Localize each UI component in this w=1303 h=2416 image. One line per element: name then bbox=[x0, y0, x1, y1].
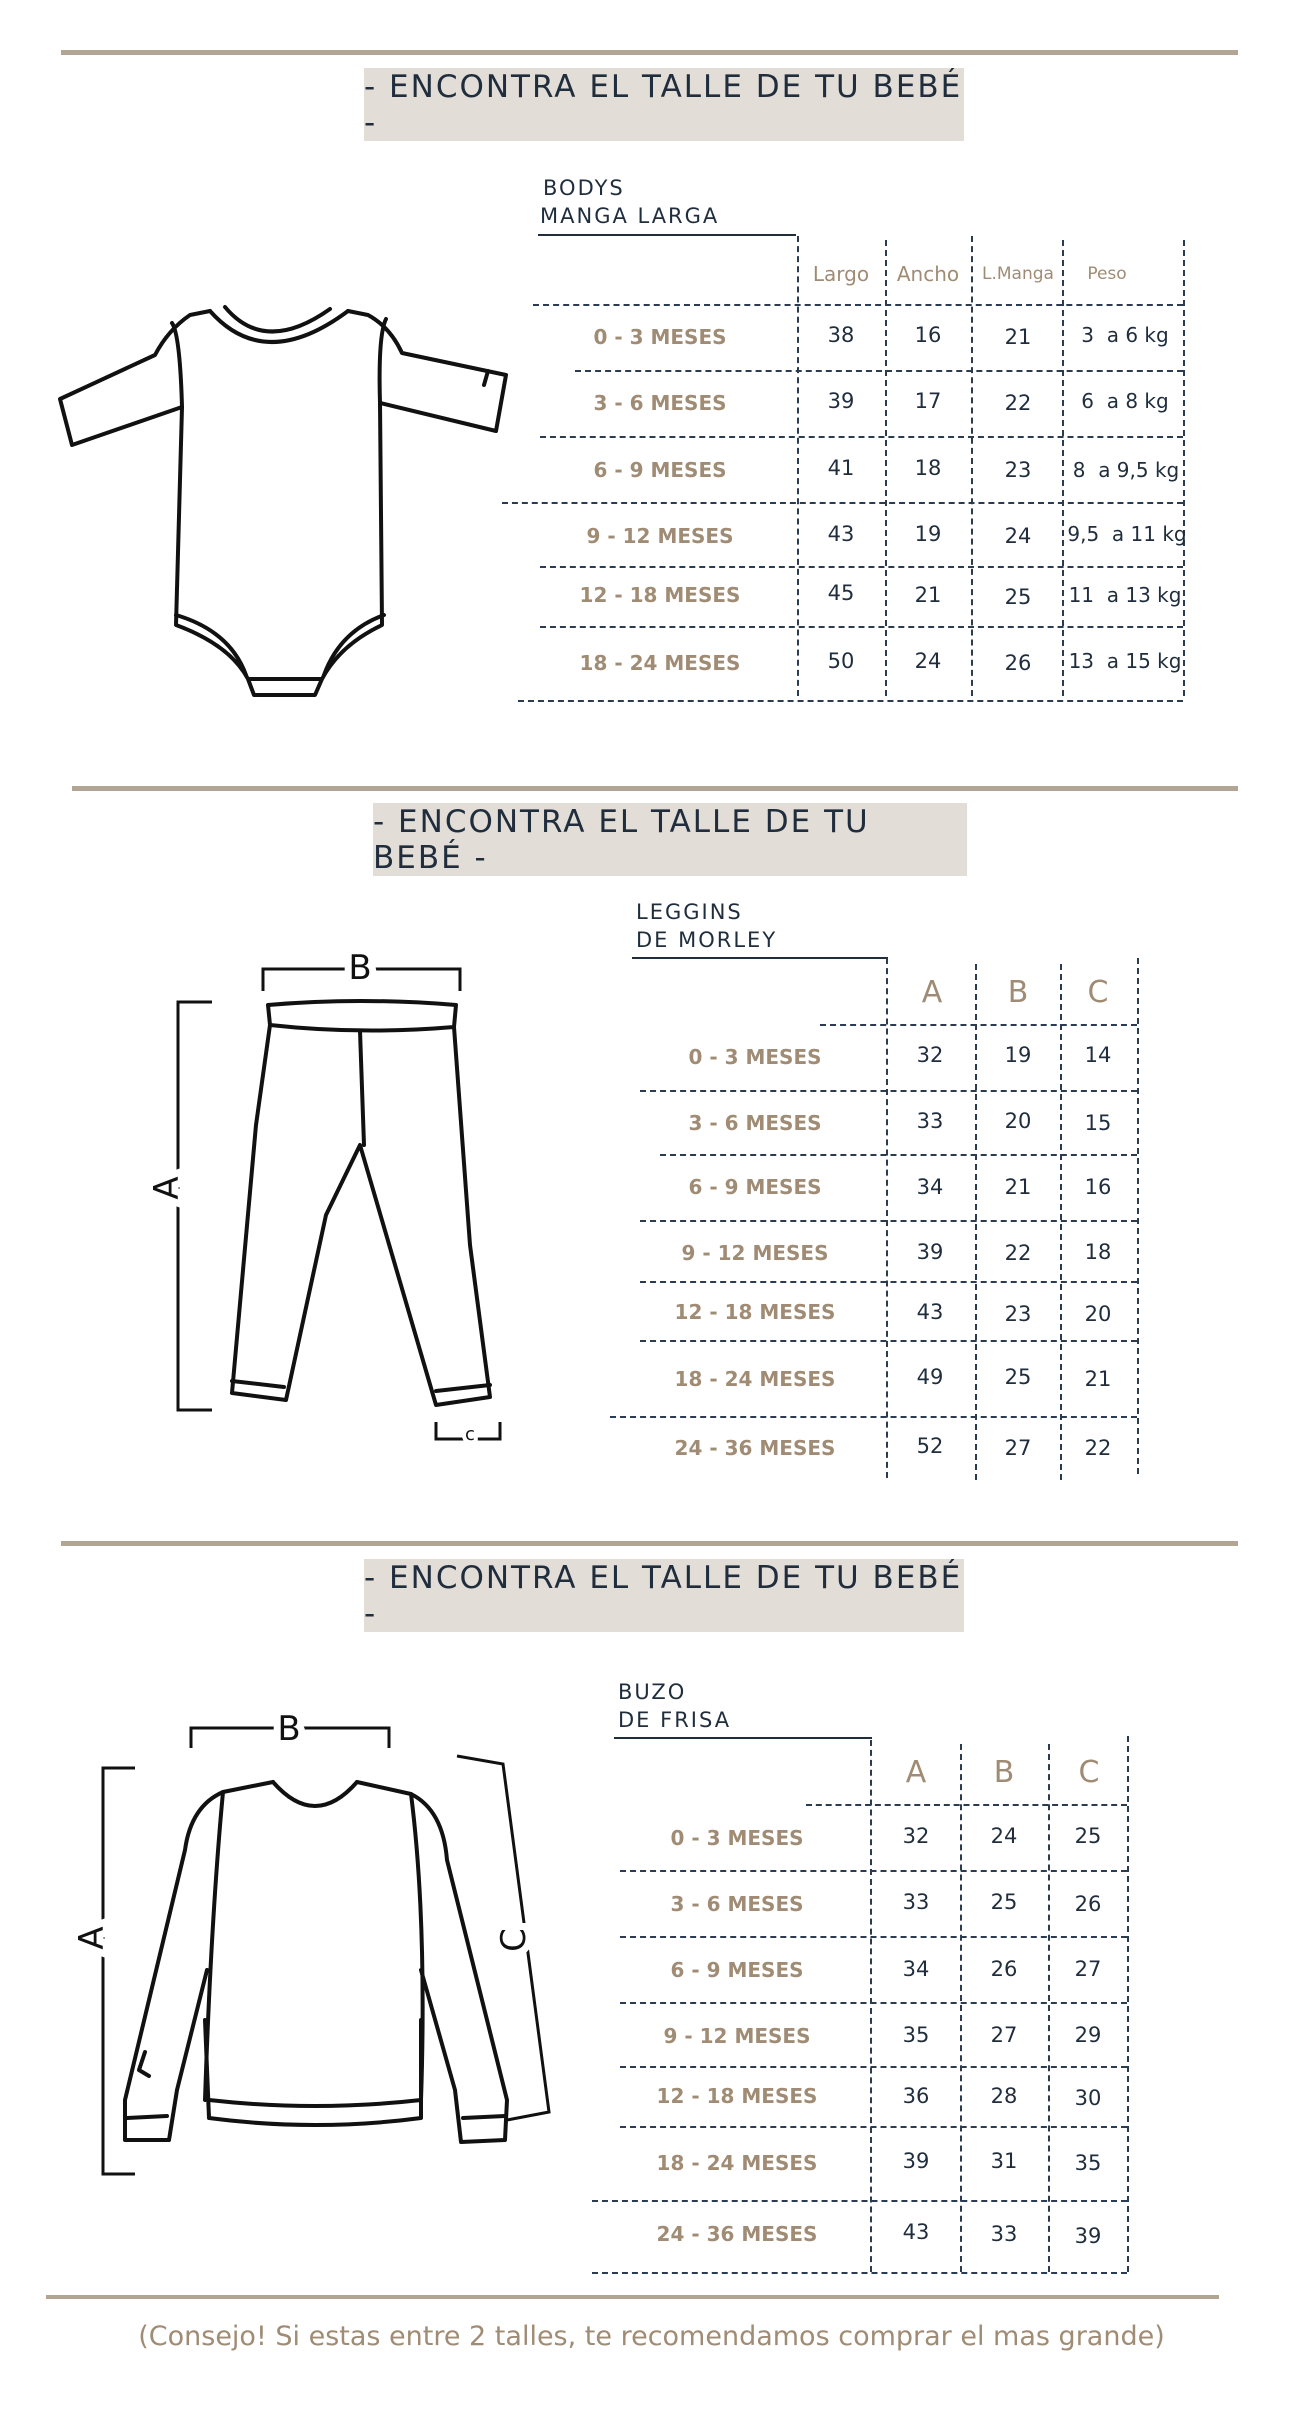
table-cell: 39 bbox=[1074, 2224, 1102, 2248]
table-cell: 9,5 a 11 kg bbox=[1067, 522, 1187, 546]
table-cell: 25 bbox=[1074, 1824, 1102, 1848]
table-cell: 29 bbox=[1074, 2023, 1102, 2047]
table-cell: 33 bbox=[916, 1109, 944, 1133]
size-label: 12 - 18 MESES bbox=[579, 583, 741, 607]
column-header: L.Manga bbox=[982, 264, 1054, 284]
column-header: A bbox=[921, 975, 943, 1010]
grid-line bbox=[975, 964, 977, 1480]
table-cell: 39 bbox=[902, 2149, 930, 2173]
grid-line bbox=[640, 1220, 1137, 1222]
table-cell: 38 bbox=[827, 323, 855, 347]
size-label: 0 - 3 MESES bbox=[670, 1826, 804, 1850]
table-cell: 30 bbox=[1074, 2086, 1102, 2110]
section-divider bbox=[72, 786, 1238, 791]
table-cell: 28 bbox=[990, 2084, 1018, 2108]
table-cell: 20 bbox=[1084, 1302, 1112, 1326]
size-label: 9 - 12 MESES bbox=[681, 1241, 829, 1265]
column-header: A bbox=[905, 1755, 927, 1790]
label-underline bbox=[632, 957, 888, 959]
size-label: 9 - 12 MESES bbox=[586, 524, 734, 548]
size-label: 18 - 24 MESES bbox=[579, 651, 741, 675]
table-cell: 22 bbox=[1004, 1241, 1032, 1265]
table-cell: 43 bbox=[827, 522, 855, 546]
table-cell: 22 bbox=[1084, 1436, 1112, 1460]
size-label: 18 - 24 MESES bbox=[674, 1367, 836, 1391]
size-label: 6 - 9 MESES bbox=[688, 1175, 822, 1199]
grid-line bbox=[620, 2066, 1127, 2068]
table-cell: 27 bbox=[1074, 1957, 1102, 1981]
label-underline bbox=[538, 234, 796, 236]
column-header: Ancho bbox=[896, 262, 960, 286]
table-cell: 18 bbox=[914, 456, 942, 480]
grid-line bbox=[540, 436, 1183, 438]
size-label: 3 - 6 MESES bbox=[688, 1111, 822, 1135]
table-cell: 27 bbox=[990, 2023, 1018, 2047]
product-label-line1: BODYS bbox=[543, 176, 625, 200]
diagram-label: B bbox=[277, 1709, 301, 1749]
grid-line bbox=[806, 1804, 1127, 1806]
grid-line bbox=[610, 1416, 1137, 1418]
diagram-label: c bbox=[465, 1424, 475, 1445]
size-label: 24 - 36 MESES bbox=[674, 1436, 836, 1460]
grid-line bbox=[540, 566, 1183, 568]
column-header: B bbox=[1007, 975, 1029, 1010]
table-cell: 6 a 8 kg bbox=[1081, 389, 1169, 413]
column-header: Peso bbox=[1087, 264, 1127, 284]
grid-line bbox=[518, 700, 1183, 702]
product-label-line2: DE MORLEY bbox=[636, 928, 778, 952]
table-cell: 21 bbox=[1004, 1175, 1032, 1199]
grid-line bbox=[1060, 964, 1062, 1480]
column-header: Largo bbox=[812, 262, 870, 286]
table-cell: 19 bbox=[1004, 1043, 1032, 1067]
table-cell: 26 bbox=[990, 1957, 1018, 1981]
table-cell: 50 bbox=[827, 649, 855, 673]
table-cell: 34 bbox=[902, 1957, 930, 1981]
product-label-line1: BUZO bbox=[618, 1680, 687, 1704]
table-cell: 18 bbox=[1084, 1240, 1112, 1264]
table-cell: 8 a 9,5 kg bbox=[1072, 458, 1180, 482]
size-label: 0 - 3 MESES bbox=[688, 1045, 822, 1069]
grid-line bbox=[533, 304, 1183, 306]
size-label: 0 - 3 MESES bbox=[593, 325, 727, 349]
table-cell: 24 bbox=[914, 649, 942, 673]
table-cell: 35 bbox=[1074, 2151, 1102, 2175]
section-divider bbox=[61, 50, 1238, 55]
table-cell: 45 bbox=[827, 581, 855, 605]
size-label: 18 - 24 MESES bbox=[656, 2151, 818, 2175]
table-cell: 23 bbox=[1004, 458, 1032, 482]
diagram-label: B bbox=[348, 948, 372, 988]
size-label: 24 - 36 MESES bbox=[656, 2222, 818, 2246]
table-cell: 25 bbox=[1004, 1365, 1032, 1389]
table-cell: 14 bbox=[1084, 1043, 1112, 1067]
table-cell: 11 a 13 kg bbox=[1068, 583, 1182, 607]
size-label: 12 - 18 MESES bbox=[674, 1300, 836, 1324]
grid-line bbox=[620, 2126, 1127, 2128]
section-title-banner: - ENCONTRA EL TALLE DE TU BEBÉ - bbox=[364, 68, 963, 141]
table-cell: 39 bbox=[916, 1240, 944, 1264]
grid-line bbox=[575, 370, 1183, 372]
footer-divider bbox=[46, 2295, 1219, 2299]
table-cell: 24 bbox=[1004, 524, 1032, 548]
diagram-label: A bbox=[72, 1926, 112, 1950]
grid-line bbox=[592, 2272, 1127, 2274]
grid-line bbox=[540, 626, 1183, 628]
table-cell: 21 bbox=[1004, 325, 1032, 349]
section-title-banner: - ENCONTRA EL TALLE DE TU BEBÉ - bbox=[373, 803, 967, 876]
table-cell: 36 bbox=[902, 2084, 930, 2108]
footer-tip: (Consejo! Si estas entre 2 talles, te recomendamos comprar el mas grande) bbox=[138, 2321, 1165, 2352]
table-cell: 17 bbox=[914, 389, 942, 413]
table-cell: 41 bbox=[827, 456, 855, 480]
table-cell: 32 bbox=[902, 1824, 930, 1848]
grid-line bbox=[640, 1340, 1137, 1342]
table-cell: 43 bbox=[902, 2220, 930, 2244]
grid-line bbox=[870, 1740, 872, 2272]
table-cell: 24 bbox=[990, 1824, 1018, 1848]
table-cell: 52 bbox=[916, 1434, 944, 1458]
table-cell: 3 a 6 kg bbox=[1081, 323, 1169, 347]
grid-line bbox=[502, 502, 1183, 504]
column-header: B bbox=[993, 1755, 1015, 1790]
table-cell: 22 bbox=[1004, 391, 1032, 415]
product-label-line2: DE FRISA bbox=[618, 1708, 732, 1732]
table-cell: 26 bbox=[1004, 651, 1032, 675]
sweatshirt-illustration bbox=[72, 1709, 575, 2180]
table-cell: 33 bbox=[902, 1890, 930, 1914]
table-cell: 25 bbox=[990, 1890, 1018, 1914]
bodysuit-illustration bbox=[50, 295, 520, 715]
section-divider bbox=[61, 1541, 1238, 1546]
size-label: 6 - 9 MESES bbox=[593, 458, 727, 482]
column-header: C bbox=[1078, 1755, 1100, 1790]
table-cell: 20 bbox=[1004, 1109, 1032, 1133]
table-cell: 19 bbox=[914, 522, 942, 546]
grid-line bbox=[640, 1281, 1137, 1283]
product-label-line2: MANGA LARGA bbox=[540, 204, 720, 228]
size-label: 3 - 6 MESES bbox=[593, 391, 727, 415]
size-label: 3 - 6 MESES bbox=[670, 1892, 804, 1916]
table-cell: 13 a 15 kg bbox=[1068, 649, 1182, 673]
table-cell: 16 bbox=[914, 323, 942, 347]
table-cell: 34 bbox=[916, 1175, 944, 1199]
table-cell: 21 bbox=[1084, 1367, 1112, 1391]
grid-line bbox=[592, 2200, 1127, 2202]
table-cell: 26 bbox=[1074, 1892, 1102, 1916]
table-cell: 23 bbox=[1004, 1302, 1032, 1326]
table-cell: 25 bbox=[1004, 585, 1032, 609]
product-label-line1: LEGGINS bbox=[636, 900, 743, 924]
grid-line bbox=[660, 1154, 1137, 1156]
grid-line bbox=[886, 958, 888, 1478]
grid-line bbox=[1137, 958, 1139, 1474]
table-cell: 43 bbox=[916, 1300, 944, 1324]
grid-line bbox=[820, 1024, 1137, 1026]
table-cell: 49 bbox=[916, 1365, 944, 1389]
grid-line bbox=[620, 1870, 1127, 1872]
diagram-label: A bbox=[147, 1176, 187, 1200]
grid-line bbox=[640, 1090, 1137, 1092]
table-cell: 15 bbox=[1084, 1111, 1112, 1135]
table-cell: 33 bbox=[990, 2222, 1018, 2246]
column-header: C bbox=[1087, 975, 1109, 1010]
leggings-illustration bbox=[147, 945, 520, 1460]
grid-line bbox=[1127, 1736, 1129, 2272]
size-label: 6 - 9 MESES bbox=[670, 1958, 804, 1982]
grid-line bbox=[620, 2002, 1127, 2004]
table-cell: 27 bbox=[1004, 1436, 1032, 1460]
table-cell: 16 bbox=[1084, 1175, 1112, 1199]
size-label: 12 - 18 MESES bbox=[656, 2084, 818, 2108]
section-title-banner: - ENCONTRA EL TALLE DE TU BEBÉ - bbox=[364, 1559, 963, 1632]
table-cell: 32 bbox=[916, 1043, 944, 1067]
label-underline bbox=[614, 1737, 872, 1739]
table-cell: 39 bbox=[827, 389, 855, 413]
diagram-label: C bbox=[494, 1928, 534, 1952]
table-cell: 21 bbox=[914, 583, 942, 607]
table-cell: 35 bbox=[902, 2023, 930, 2047]
size-label: 9 - 12 MESES bbox=[663, 2024, 811, 2048]
grid-line bbox=[620, 1936, 1127, 1938]
table-cell: 31 bbox=[990, 2149, 1018, 2173]
